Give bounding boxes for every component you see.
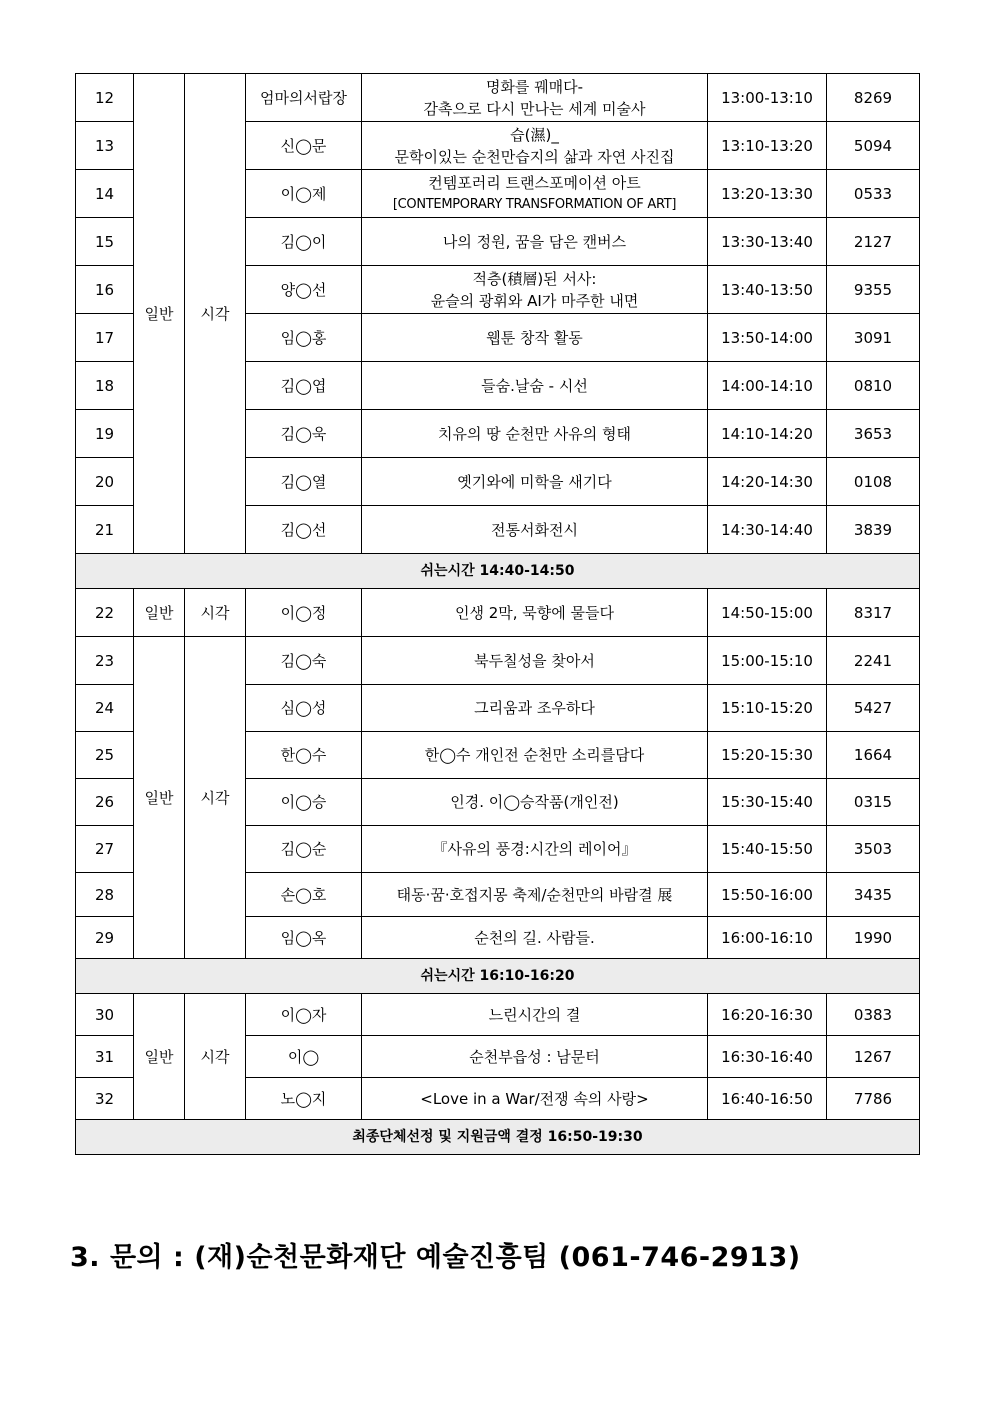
field-cell: 시각 bbox=[185, 74, 246, 554]
applicant-name: 김◯욱 bbox=[246, 410, 362, 458]
project-title: 느린시간의 결 bbox=[362, 994, 708, 1036]
schedule-table bbox=[75, 73, 920, 1155]
row-number: 18 bbox=[76, 362, 134, 410]
time-slot: 15:50-16:00 bbox=[708, 873, 827, 917]
time-slot: 14:00-14:10 bbox=[708, 362, 827, 410]
category-cell: 일반 bbox=[134, 74, 185, 554]
break-label: 쉬는시간 14:40-14:50 bbox=[76, 554, 920, 589]
time-slot: 14:20-14:30 bbox=[708, 458, 827, 506]
time-slot: 15:10-15:20 bbox=[708, 685, 827, 732]
time-slot: 16:00-16:10 bbox=[708, 917, 827, 959]
time-slot: 13:20-13:30 bbox=[708, 170, 827, 218]
row-number: 16 bbox=[76, 266, 134, 314]
applicant-name: 손◯호 bbox=[246, 873, 362, 917]
time-slot: 13:10-13:20 bbox=[708, 122, 827, 170]
break-row bbox=[76, 959, 920, 994]
applicant-name: 엄마의서랍장 bbox=[246, 74, 362, 122]
project-title: 태동·꿈·호접지몽 축제/순천만의 바람결 展 bbox=[362, 873, 708, 917]
applicant-code: 0383 bbox=[827, 994, 920, 1036]
applicant-code: 0810 bbox=[827, 362, 920, 410]
applicant-name: 김◯열 bbox=[246, 458, 362, 506]
category-cell: 일반 bbox=[134, 994, 185, 1120]
project-title: 그리움과 조우하다 bbox=[362, 685, 708, 732]
break-row bbox=[76, 1120, 920, 1155]
title-line-1: 명화를 꿰매다- bbox=[485, 77, 584, 96]
applicant-code: 2127 bbox=[827, 218, 920, 266]
applicant-name: 김◯선 bbox=[246, 506, 362, 554]
applicant-name: 노◯지 bbox=[246, 1078, 362, 1120]
applicant-code: 8269 bbox=[827, 74, 920, 122]
project-title: 치유의 땅 순천만 사유의 형태 bbox=[362, 410, 708, 458]
row-number: 26 bbox=[76, 779, 134, 826]
table-row bbox=[76, 637, 920, 685]
project-title bbox=[362, 122, 708, 170]
table-row bbox=[76, 589, 920, 637]
applicant-name: 이◯ bbox=[246, 1036, 362, 1078]
project-title: 북두칠성을 찾아서 bbox=[362, 637, 708, 685]
row-number: 29 bbox=[76, 917, 134, 959]
project-title: <Love in a War/전쟁 속의 사랑> bbox=[362, 1078, 708, 1120]
title-line-1: 컨템포러리 트랜스포메이션 아트 bbox=[428, 173, 641, 192]
project-title bbox=[362, 170, 708, 218]
break-label: 쉬는시간 16:10-16:20 bbox=[76, 959, 920, 994]
row-number: 13 bbox=[76, 122, 134, 170]
applicant-name: 양◯선 bbox=[246, 266, 362, 314]
row-number: 32 bbox=[76, 1078, 134, 1120]
title-line-2: [CONTEMPORARY TRANSFORMATION OF ART] bbox=[392, 196, 677, 212]
project-title: 순천의 길. 사람들. bbox=[362, 917, 708, 959]
field-cell: 시각 bbox=[185, 994, 246, 1120]
applicant-code: 3091 bbox=[827, 314, 920, 362]
applicant-code: 8317 bbox=[827, 589, 920, 637]
row-number: 31 bbox=[76, 1036, 134, 1078]
applicant-code: 0108 bbox=[827, 458, 920, 506]
project-title: 인경. 이◯승작품(개인전) bbox=[362, 779, 708, 826]
applicant-name: 이◯정 bbox=[246, 589, 362, 637]
applicant-code: 1267 bbox=[827, 1036, 920, 1078]
applicant-name: 심◯성 bbox=[246, 685, 362, 732]
time-slot: 16:20-16:30 bbox=[708, 994, 827, 1036]
field-cell: 시각 bbox=[185, 637, 246, 959]
title-line-1: 적층(積層)된 서사: bbox=[472, 269, 597, 288]
time-slot: 14:50-15:00 bbox=[708, 589, 827, 637]
time-slot: 16:30-16:40 bbox=[708, 1036, 827, 1078]
applicant-name: 임◯홍 bbox=[246, 314, 362, 362]
inquiry-heading: 3. 문의 : (재)순천문화재단 예술진흥팀 (061-746-2913) bbox=[70, 1242, 801, 1273]
project-title: 옛기와에 미학을 새기다 bbox=[362, 458, 708, 506]
break-label: 최종단체선정 및 지원금액 결정 16:50-19:30 bbox=[76, 1120, 920, 1155]
applicant-code: 3839 bbox=[827, 506, 920, 554]
applicant-code: 5427 bbox=[827, 685, 920, 732]
time-slot: 15:40-15:50 bbox=[708, 826, 827, 873]
applicant-name: 김◯이 bbox=[246, 218, 362, 266]
project-title: 인생 2막, 묵향에 물들다 bbox=[362, 589, 708, 637]
time-slot: 13:40-13:50 bbox=[708, 266, 827, 314]
break-row bbox=[76, 554, 920, 589]
table-row bbox=[76, 74, 920, 122]
time-slot: 15:00-15:10 bbox=[708, 637, 827, 685]
row-number: 28 bbox=[76, 873, 134, 917]
schedule-body bbox=[76, 74, 920, 1155]
applicant-code: 9355 bbox=[827, 266, 920, 314]
time-slot: 13:00-13:10 bbox=[708, 74, 827, 122]
applicant-name: 한◯수 bbox=[246, 732, 362, 779]
table-row bbox=[76, 994, 920, 1036]
row-number: 15 bbox=[76, 218, 134, 266]
title-line-2: 감촉으로 다시 만나는 세계 미술사 bbox=[423, 99, 646, 118]
title-line-2: 윤슬의 광휘와 AI가 마주한 내면 bbox=[430, 291, 639, 310]
row-number: 24 bbox=[76, 685, 134, 732]
row-number: 25 bbox=[76, 732, 134, 779]
applicant-code: 3435 bbox=[827, 873, 920, 917]
project-title bbox=[362, 266, 708, 314]
applicant-code: 0533 bbox=[827, 170, 920, 218]
applicant-code: 2241 bbox=[827, 637, 920, 685]
time-slot: 13:30-13:40 bbox=[708, 218, 827, 266]
category-cell: 일반 bbox=[134, 637, 185, 959]
applicant-code: 3503 bbox=[827, 826, 920, 873]
project-title: 『사유의 풍경:시간의 레이어』 bbox=[362, 826, 708, 873]
row-number: 17 bbox=[76, 314, 134, 362]
applicant-name: 신◯문 bbox=[246, 122, 362, 170]
project-title: 한◯수 개인전 순천만 소리를담다 bbox=[362, 732, 708, 779]
time-slot: 13:50-14:00 bbox=[708, 314, 827, 362]
applicant-name: 김◯엽 bbox=[246, 362, 362, 410]
time-slot: 15:20-15:30 bbox=[708, 732, 827, 779]
time-slot: 14:30-14:40 bbox=[708, 506, 827, 554]
row-number: 12 bbox=[76, 74, 134, 122]
applicant-name: 이◯자 bbox=[246, 994, 362, 1036]
row-number: 20 bbox=[76, 458, 134, 506]
row-number: 21 bbox=[76, 506, 134, 554]
row-number: 30 bbox=[76, 994, 134, 1036]
row-number: 19 bbox=[76, 410, 134, 458]
applicant-name: 이◯제 bbox=[246, 170, 362, 218]
applicant-code: 7786 bbox=[827, 1078, 920, 1120]
applicant-code: 1664 bbox=[827, 732, 920, 779]
project-title: 나의 정원, 꿈을 담은 캔버스 bbox=[362, 218, 708, 266]
row-number: 22 bbox=[76, 589, 134, 637]
time-slot: 16:40-16:50 bbox=[708, 1078, 827, 1120]
applicant-name: 임◯옥 bbox=[246, 917, 362, 959]
row-number: 23 bbox=[76, 637, 134, 685]
applicant-code: 3653 bbox=[827, 410, 920, 458]
row-number: 14 bbox=[76, 170, 134, 218]
applicant-name: 김◯숙 bbox=[246, 637, 362, 685]
applicant-code: 5094 bbox=[827, 122, 920, 170]
applicant-name: 김◯순 bbox=[246, 826, 362, 873]
time-slot: 15:30-15:40 bbox=[708, 779, 827, 826]
applicant-name: 이◯승 bbox=[246, 779, 362, 826]
project-title: 전통서화전시 bbox=[362, 506, 708, 554]
applicant-code: 1990 bbox=[827, 917, 920, 959]
title-line-1: 습(濕)_ bbox=[510, 125, 559, 144]
title-line-2: 문학이있는 순천만습지의 삶과 자연 사진집 bbox=[394, 147, 675, 166]
project-title: 웹툰 창작 활동 bbox=[362, 314, 708, 362]
applicant-code: 0315 bbox=[827, 779, 920, 826]
time-slot: 14:10-14:20 bbox=[708, 410, 827, 458]
project-title: 들숨.날숨 - 시선 bbox=[362, 362, 708, 410]
row-number: 27 bbox=[76, 826, 134, 873]
project-title bbox=[362, 74, 708, 122]
field-cell: 시각 bbox=[185, 589, 246, 637]
category-cell: 일반 bbox=[134, 589, 185, 637]
project-title: 순천부읍성 : 남문터 bbox=[362, 1036, 708, 1078]
